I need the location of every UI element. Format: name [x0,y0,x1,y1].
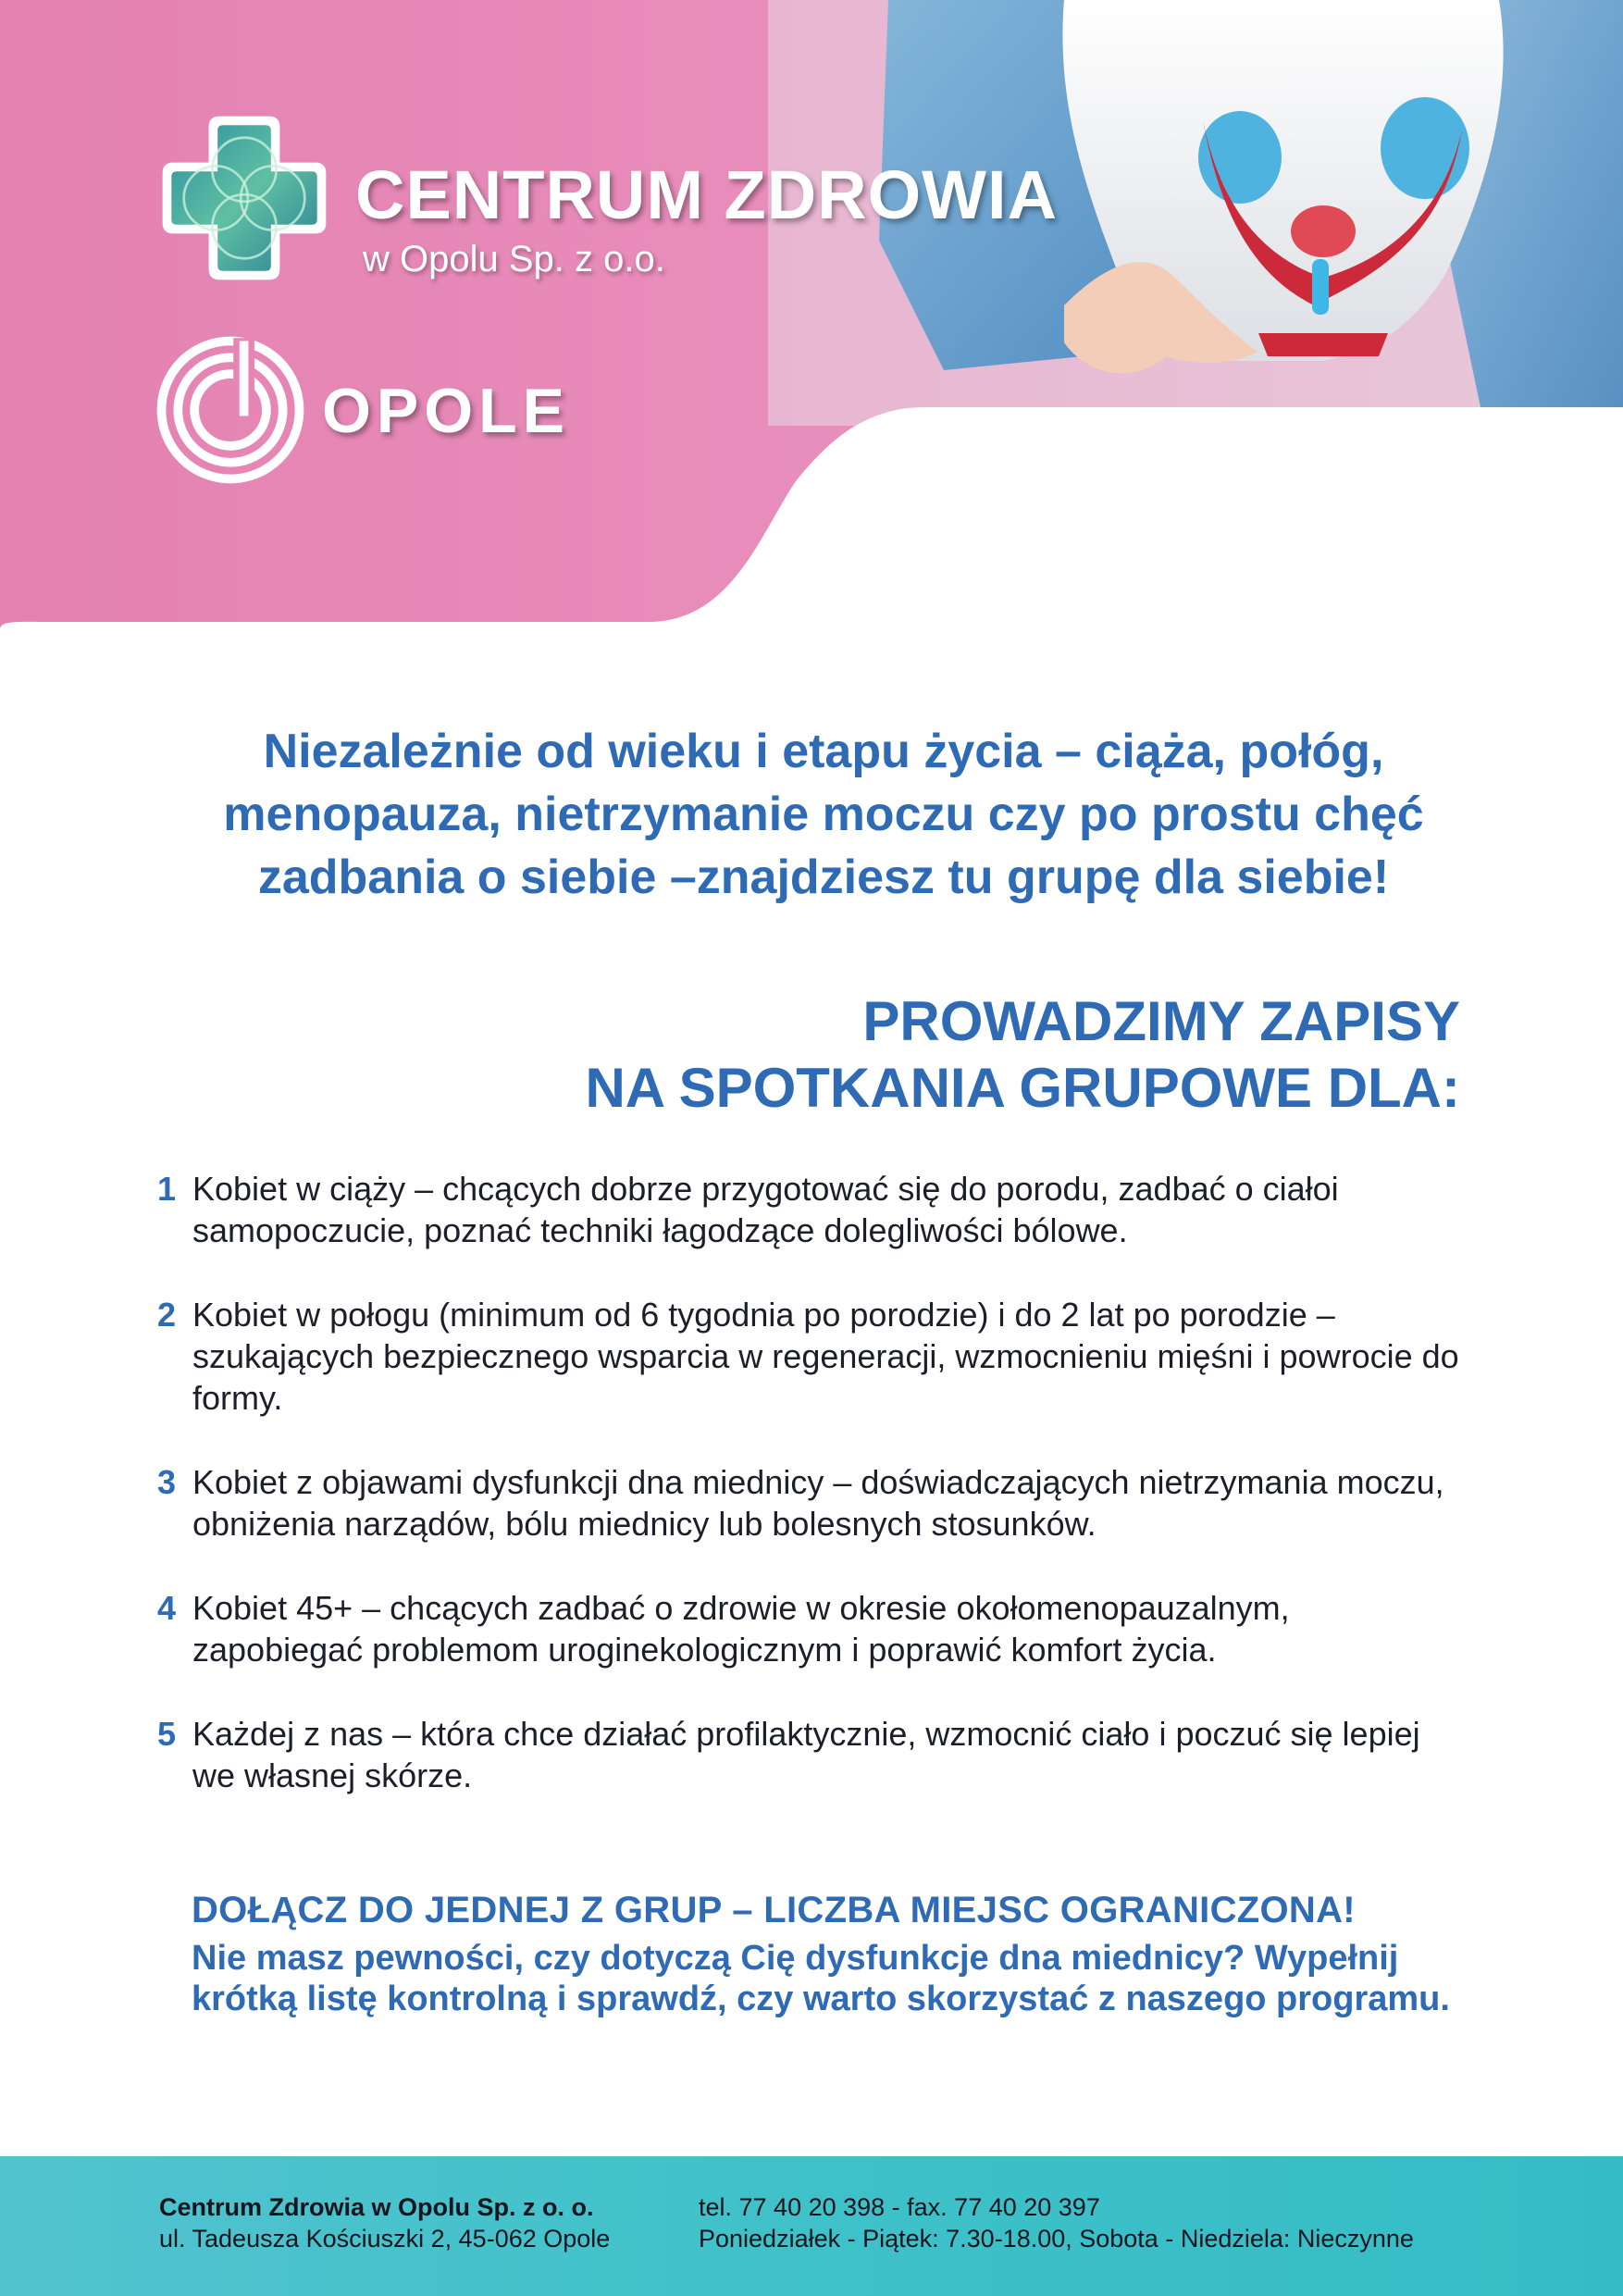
section-title [257,988,1460,1122]
call-to-action [192,1888,1487,2019]
item-number: 2 [157,1296,177,1334]
cta-headline: DOŁĄCZ DO JEDNEJ Z GRUP – LICZBA MIEJSC OGRANICZONA! [192,1890,1356,1930]
footer-phone: tel. 77 40 20 398 - fax. 77 40 20 397 [699,2193,1100,2221]
list-item [157,1294,1462,1419]
item-text: Każdej z nas – która chce działać profilaktycznie, wzmocnić ciało i poczuć się lepiej we własnej skórze. [192,1715,1420,1794]
footer-address: ul. Tadeusza Kościuszki 2, 45-062 Opole [159,2225,611,2253]
section-title-line: NA SPOTKANIA GRUPOWE DLA: [585,1057,1460,1119]
intro-line: zadbania o siebie –znajdziesz tu grupę dla siebie! [257,850,1390,904]
intro-line: Niezależnie od wieku i etapu życia – ciąża, połóg, [263,725,1384,778]
item-text: Kobiet w ciąży – chcących dobrze przygotować się do porodu, zadbać o ciałoi samopoczucie, poznać techniki łagodzące dolegliwości bólowe. [192,1170,1339,1249]
centrum-zdrowia-logo [155,109,333,287]
section-title-line: PROWADZIMY ZAPISY [862,990,1460,1052]
footer-company-name: Centrum Zdrowia w Opolu Sp. z o. o. [159,2193,594,2221]
item-number: 3 [157,1463,177,1501]
opole-logo [155,335,305,485]
group-list [157,1168,1462,1839]
item-text: Kobiet w połogu (minimum od 6 tygodnia po porodzie) i do 2 lat po porodzie – szukających bezpiecznego wsparcia w regeneracji, wzmocnieniu mięśni i powrocie do formy. [192,1296,1459,1417]
item-text: Kobiet 45+ – chcących zadbać o zdrowie w okresie okołomenopauzalnym, zapobiegać problemom uroginekologicznym i poprawić komfort życia. [192,1589,1290,1669]
footer-contact-block [699,2191,1414,2254]
item-number: 1 [157,1170,177,1208]
footer-address-block [159,2191,610,2254]
item-number: 5 [157,1715,177,1753]
list-item [157,1168,1462,1251]
brand-title: CENTRUM ZDROWIA [355,156,1059,233]
footer-hours: Poniedziałek - Piątek: 7.30-18.00, Sobota - Niedziela: Nieczynne [699,2225,1414,2253]
opole-label: OPOLE [322,376,571,446]
list-item [157,1713,1462,1796]
list-item [157,1587,1462,1670]
item-text: Kobiet z objawami dysfunkcji dna miednicy – doświadczających nietrzymania moczu, obniżenia narządów, bólu miednicy lub bolesnych stosunków. [192,1463,1444,1543]
intro-text [176,720,1471,909]
list-item [157,1461,1462,1545]
footer [0,2156,1623,2296]
intro-line: menopauza, nietrzymanie moczu czy po prostu chęć [223,788,1424,841]
cta-body: Nie masz pewności, czy dotyczą Cię dysfunkcje dna miednicy? Wypełnij krótką listę kontrolną i sprawdź, czy warto skorzystać z naszego programu. [192,1939,1450,2018]
brand-subtitle: w Opolu Sp. z o.o. [363,239,665,279]
item-number: 4 [157,1589,177,1627]
header-banner [0,0,1623,648]
